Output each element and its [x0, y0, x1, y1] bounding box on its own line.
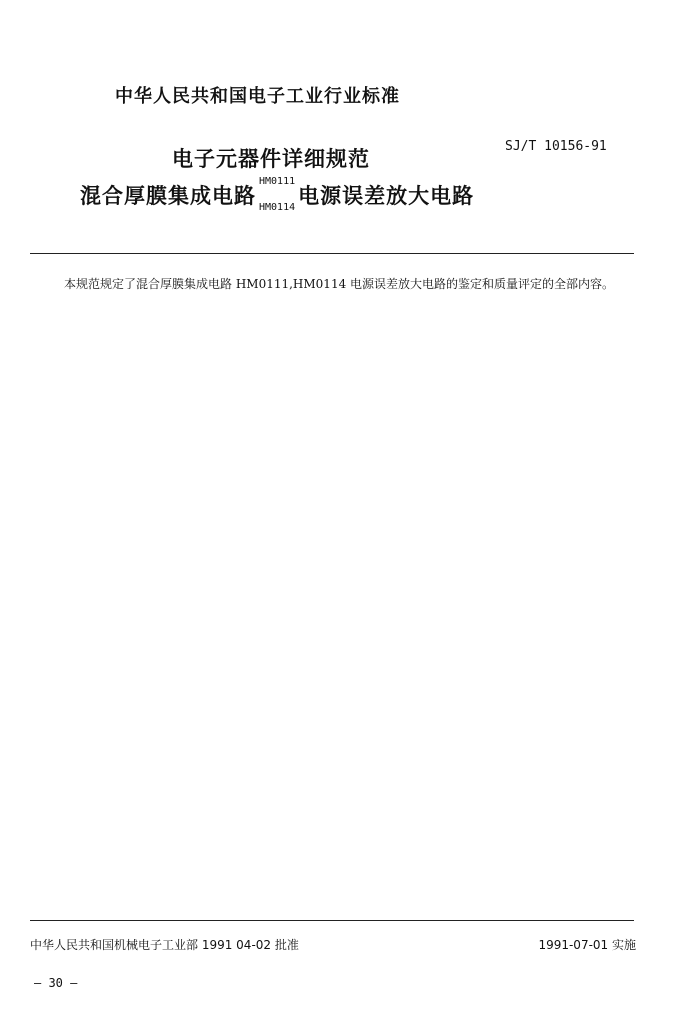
issuing-organization: 中华人民共和国电子工业行业标准 — [115, 86, 400, 107]
approval-note: 中华人民共和国机械电子工业部 1991 04-02 批准 — [30, 938, 299, 952]
footer-divider — [30, 920, 634, 921]
page-number: — 30 — — [34, 976, 78, 990]
document-title-line2 — [80, 176, 475, 213]
title-suffix: 电源误差放大电路 — [298, 184, 475, 208]
model-numbers — [259, 176, 296, 213]
header-divider — [30, 253, 634, 254]
title-prefix: 混合厚膜集成电路 — [80, 184, 256, 208]
model-upper: HM0111 — [259, 176, 296, 187]
document-title-line1: 电子元器件详细规范 — [172, 147, 370, 171]
scope-paragraph: 本规范规定了混合厚膜集成电路 HM0111,HM0114 电源误差放大电路的鉴定和质量评定的全部内容。 — [64, 277, 615, 291]
standard-code: SJ/T 10156-91 — [505, 139, 607, 154]
effective-date: 1991-07-01 实施 — [538, 938, 636, 952]
model-lower: HM0114 — [259, 202, 296, 213]
